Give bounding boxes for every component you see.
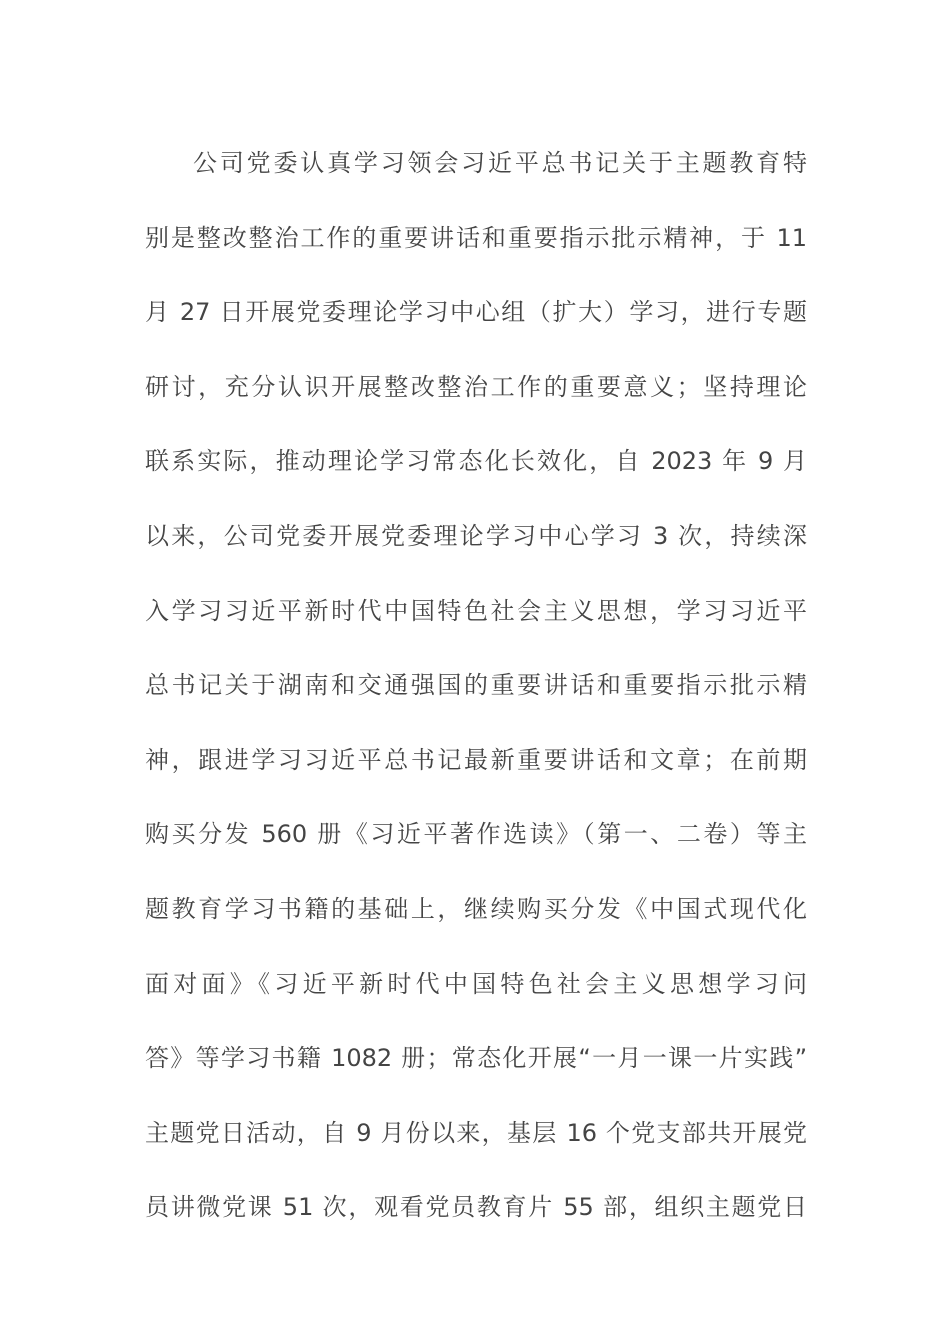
document-paragraph — [145, 126, 807, 1245]
paragraph-line: 面对面》《习近平新时代中国特色社会主义思想学习问 — [145, 969, 807, 998]
paragraph-line: 别是整改整治工作的重要讲话和重要指示批示精神，于 11 — [145, 223, 807, 252]
paragraph-line: 购买分发 560 册《习近平著作选读》（第一、二卷）等主 — [145, 820, 807, 849]
paragraph-line: 联系实际，推动理论学习常态化长效化，自 2023 年 9 月 — [145, 447, 807, 476]
paragraph-line: 公司党委认真学习领会习近平总书记关于主题教育特 — [193, 149, 807, 177]
paragraph-line: 员讲微党课 51 次，观看党员教育片 55 部，组织主题党日 — [145, 1193, 807, 1222]
paragraph-line: 总书记关于湖南和交通强国的重要讲话和重要指示批示精 — [145, 671, 807, 700]
paragraph-line: 月 27 日开展党委理论学习中心组（扩大）学习，进行专题 — [145, 298, 807, 327]
paragraph-line: 答》等学习书籍 1082 册；常态化开展“一月一课一片实践” — [145, 1044, 807, 1073]
paragraph-line: 入学习习近平新时代中国特色社会主义思想，学习习近平 — [145, 596, 807, 625]
paragraph-line: 题教育学习书籍的基础上，继续购买分发《中国式现代化 — [145, 894, 807, 923]
paragraph-line: 研讨，充分认识开展整改整治工作的重要意义；坚持理论 — [145, 372, 807, 401]
paragraph-line: 神，跟进学习习近平总书记最新重要讲话和文章；在前期 — [145, 745, 807, 774]
paragraph-line: 以来，公司党委开展党委理论学习中心学习 3 次，持续深 — [145, 521, 807, 550]
paragraph-line: 主题党日活动，自 9 月份以来，基层 16 个党支部共开展党 — [145, 1118, 807, 1147]
